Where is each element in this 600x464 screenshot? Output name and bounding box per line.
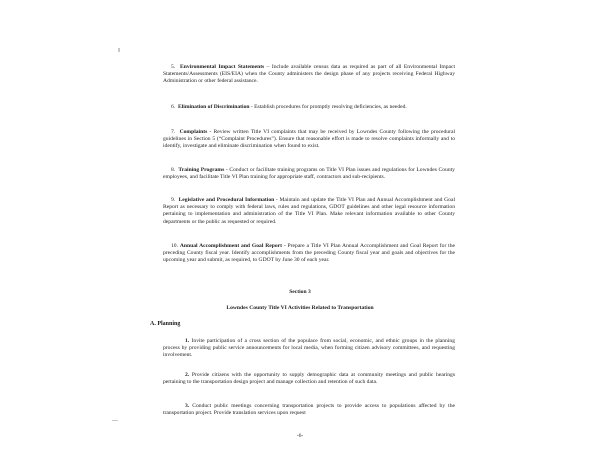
page-number: -6- bbox=[296, 433, 304, 439]
item-body: Provide citizens with the opportunity to supply demographic data at community meetings and public hearings pertaining to the transportation design project and manage collection and retention of such data. bbox=[163, 372, 455, 386]
item-heading: Environmental Impact Statements bbox=[180, 64, 265, 70]
item-number: 8. bbox=[171, 167, 176, 173]
item-number: 6. bbox=[171, 104, 176, 110]
item-number: 7. bbox=[171, 129, 176, 135]
item-body: Invite participation of a cross section of the populace from social, economic, and ethnic groups in the planning process by providing public service announcements for local media, when forming citizen advisory committees, and requesting involvement. bbox=[163, 338, 455, 359]
item-8 bbox=[163, 167, 455, 181]
scan-artifact-top bbox=[118, 48, 120, 52]
item-heading: Annual Accomplishment and Goal Report bbox=[179, 243, 283, 249]
planning-item-1 bbox=[163, 338, 455, 360]
item-number: 5. bbox=[171, 64, 176, 70]
item-heading: Training Programs bbox=[178, 167, 225, 173]
item-body: - Prepare a Title VI Plan Annual Accomplishment and Goal Report for the preceding County fiscal year. Identify accomplishments from the preceding County fiscal year and goals and objectives for the upcoming year and submit, as required, to GDOT by June 30 of each year. bbox=[163, 243, 455, 264]
scan-artifact-left bbox=[112, 420, 118, 421]
item-10 bbox=[163, 243, 455, 265]
item-heading: Elimination of Discrimination bbox=[178, 104, 250, 110]
item-body: - Establish procedures for promptly resolving deficiencies, as needed. bbox=[249, 104, 407, 110]
item-body: - Review written Title VI complaints that may be received by Lowndes County following the procedural guidelines in Section 5 (“Complaint Procedures”). Ensure that reasonable effort is made to resolve complaints informally and to identify, investigate and eliminate discrimination when found to exist. bbox=[163, 129, 456, 150]
item-9 bbox=[163, 197, 455, 226]
item-body: – Include available census data as required as part of all Environmental Impact Statements/Assessments (EIS/EIA) when the County administers the design phase of any projects receiving Federal Highway Administration or other federal assistance. bbox=[163, 64, 456, 85]
item-body: - Maintain and update the Title VI Plan and Annual Accomplishment and Goal Report as necessary to comply with federal laws, rules and regulations, GDOT guidelines and other legal resource information pertaining to implementation and administration of the Title VI Plan. Make relevant information available to other County departments or the public as requested or required. bbox=[163, 197, 455, 225]
item-heading: Complaints bbox=[179, 129, 208, 135]
planning-item-3 bbox=[163, 403, 455, 417]
planning-item-2 bbox=[163, 372, 455, 386]
section-title: Lowndes County Title VI Activities Related to Transportation bbox=[226, 305, 374, 311]
item-number: 1. bbox=[185, 338, 190, 344]
item-number: 3. bbox=[185, 403, 190, 409]
item-number: 9. bbox=[171, 197, 176, 203]
subsection-heading: A. Planning bbox=[150, 321, 181, 327]
item-body: - Conduct or facilitate training programs on Title VI Plan issues and regulations for Lowndes County employees, and facilitate Title VI Plan training for appropriate staff, contractors and sub-recipients. bbox=[163, 167, 455, 181]
item-number: 10. bbox=[171, 243, 178, 249]
item-body: Conduct public meetings concerning transportation projects to provide access to populations affected by the transportation project. Provide translation services upon request bbox=[163, 403, 455, 417]
item-5 bbox=[163, 64, 455, 86]
item-6 bbox=[163, 104, 455, 111]
item-heading: Legislative and Procedural Information bbox=[178, 197, 275, 203]
item-number: 2. bbox=[185, 372, 190, 378]
item-7 bbox=[163, 129, 455, 151]
section-label: Section 3 bbox=[289, 289, 311, 295]
